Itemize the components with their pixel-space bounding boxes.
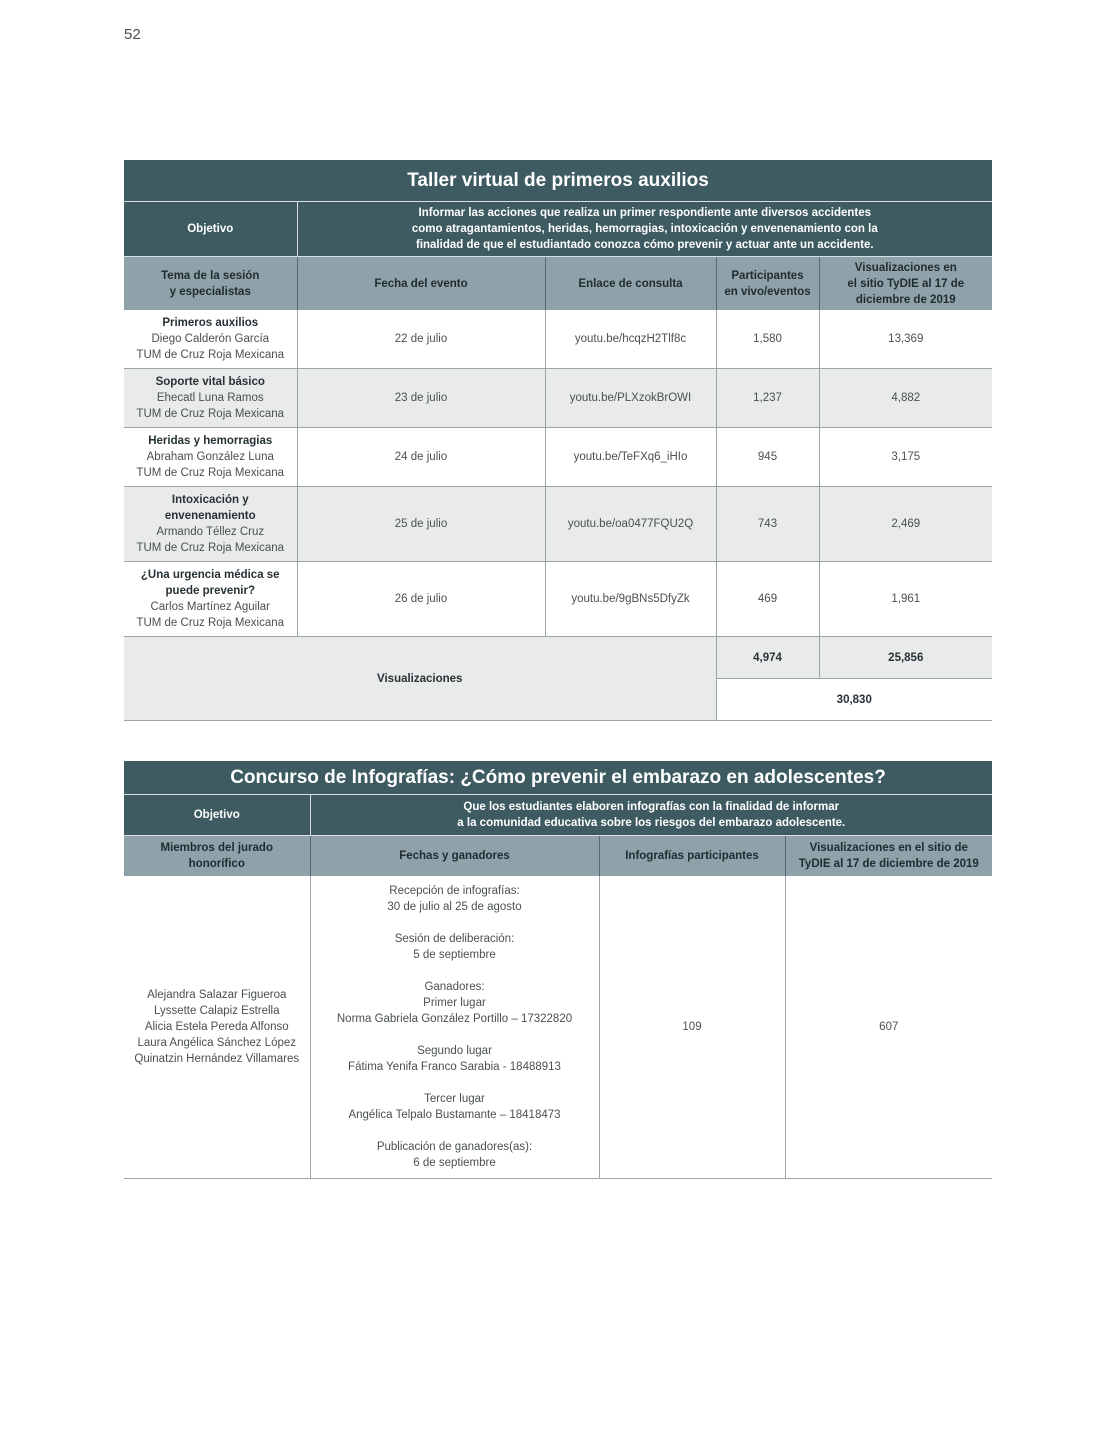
table-row — [124, 562, 992, 637]
winners-publication — [315, 1139, 595, 1171]
col-header-views — [785, 836, 992, 877]
col-header-live — [716, 257, 819, 311]
header-line: TyDIE al 17 de diciembre de 2019 — [798, 858, 979, 870]
infographic-contest-table — [124, 761, 992, 1179]
table1-title: Taller virtual de primeros auxilios — [124, 160, 992, 202]
session-topic-cell — [124, 562, 297, 637]
site-views: 1,961 — [819, 562, 992, 637]
session-topic: Heridas y hemorragias — [148, 435, 273, 447]
specialist-org: TUM de Cruz Roja Mexicana — [136, 542, 285, 554]
jury-member: Alicia Estela Pereda Alfonso — [144, 1021, 289, 1033]
table-row — [124, 876, 992, 1179]
table-row — [124, 487, 992, 562]
objective-line: Informar las acciones que realiza un primer respondiente ante diversos accidentes — [418, 207, 872, 219]
specialist-name: Diego Calderón García — [151, 333, 270, 345]
objective-line: a la comunidad educativa sobre los riesgos del embarazo adolescente. — [457, 817, 846, 829]
text-line: Fátima Yenifa Franco Sarabia - 18488913 — [348, 1061, 561, 1073]
video-link[interactable]: youtu.be/oa0477FQU2Q — [545, 487, 716, 562]
deliberation-session — [315, 931, 595, 963]
table2-objective-label: Objetivo — [124, 795, 310, 836]
text-line: Ganadores: — [424, 981, 485, 993]
video-link[interactable]: youtu.be/9gBNs5DfyZk — [545, 562, 716, 637]
table-row — [124, 369, 992, 428]
live-participants: 1,580 — [716, 310, 819, 369]
text-line: Publicación de ganadores(as): — [376, 1141, 533, 1153]
live-participants: 945 — [716, 428, 819, 487]
second-place — [315, 1043, 595, 1075]
table1-objective-label: Objetivo — [124, 202, 297, 257]
specialist-name: Abraham González Luna — [146, 451, 274, 463]
total-site-views: 25,856 — [819, 637, 992, 679]
header-line: el sitio TyDIE al 17 de — [847, 277, 965, 290]
event-date: 25 de julio — [297, 487, 545, 562]
header-line: Participantes — [731, 269, 804, 282]
event-date: 22 de julio — [297, 310, 545, 369]
col-header-infographics — [599, 836, 785, 877]
col-header-date — [297, 257, 545, 311]
header-line: diciembre de 2019 — [855, 293, 956, 306]
total-live-participants: 4,974 — [716, 637, 819, 679]
live-participants: 743 — [716, 487, 819, 562]
table1-objective-text — [297, 202, 992, 257]
text-line: Segundo lugar — [417, 1045, 492, 1057]
totals-label: Visualizaciones — [124, 637, 716, 721]
col-header-link — [545, 257, 716, 311]
session-topic: envenenamiento — [164, 510, 256, 522]
site-views: 13,369 — [819, 310, 992, 369]
col-header-views — [819, 257, 992, 311]
text-line: Tercer lugar — [424, 1093, 485, 1105]
totals-row — [124, 637, 992, 679]
col-header-jury — [124, 836, 310, 877]
text-line: Primer lugar — [423, 997, 486, 1009]
third-place — [315, 1091, 595, 1123]
specialist-name: Armando Téllez Cruz — [156, 526, 265, 538]
header-line: Infografías participantes — [625, 850, 759, 862]
table-row — [124, 428, 992, 487]
event-date: 24 de julio — [297, 428, 545, 487]
col-header-topic — [124, 257, 297, 311]
specialist-org: TUM de Cruz Roja Mexicana — [136, 617, 285, 629]
infographics-count: 109 — [599, 876, 785, 1179]
header-line: Miembros del jurado — [160, 842, 273, 854]
event-date: 26 de julio — [297, 562, 545, 637]
live-participants: 469 — [716, 562, 819, 637]
video-link[interactable]: youtu.be/TeFXq6_iHIo — [545, 428, 716, 487]
site-views: 607 — [785, 876, 992, 1179]
table2-header-row — [124, 836, 992, 877]
text-line: 30 de julio al 25 de agosto — [387, 901, 522, 913]
jury-member: Quinatzin Hernández Villamares — [134, 1053, 300, 1065]
jury-members — [124, 876, 310, 1179]
text-line: Recepción de infografías: — [389, 885, 520, 897]
session-topic: puede prevenir? — [165, 585, 255, 597]
session-topic: Primeros auxilios — [162, 317, 259, 329]
header-line: Fecha del evento — [374, 277, 468, 290]
session-topic: Intoxicación y — [171, 494, 249, 506]
session-topic-cell — [124, 428, 297, 487]
dates-and-winners — [310, 876, 599, 1179]
objective-line: Que los estudiantes elaboren infografías con la finalidad de informar — [463, 801, 840, 813]
video-link[interactable]: youtu.be/hcqzH2Tlf8c — [545, 310, 716, 369]
first-aid-workshop-table — [124, 160, 992, 721]
text-line: 5 de septiembre — [413, 949, 496, 961]
table-row — [124, 310, 992, 369]
specialist-name: Ehecatl Luna Ramos — [156, 392, 264, 404]
site-views: 4,882 — [819, 369, 992, 428]
site-views: 2,469 — [819, 487, 992, 562]
event-date: 23 de julio — [297, 369, 545, 428]
video-link[interactable]: youtu.be/PLXzokBrOWI — [545, 369, 716, 428]
objective-line: finalidad de que el estudiantado conozca cómo prevenir y actuar ante un accidente. — [415, 239, 874, 251]
header-line: en vivo/eventos — [724, 285, 811, 298]
session-topic-cell — [124, 310, 297, 369]
header-line: y especialistas — [169, 285, 251, 298]
live-participants: 1,237 — [716, 369, 819, 428]
session-topic: Soporte vital básico — [155, 376, 265, 388]
session-topic: ¿Una urgencia médica se — [140, 569, 280, 581]
first-place — [315, 979, 595, 1027]
grand-total: 30,830 — [716, 679, 992, 721]
text-line: 6 de septiembre — [413, 1157, 496, 1169]
jury-member: Alejandra Salazar Figueroa — [147, 989, 287, 1001]
session-topic-cell — [124, 369, 297, 428]
col-header-dates — [310, 836, 599, 877]
specialist-name: Carlos Martínez Aguilar — [150, 601, 271, 613]
jury-member: Lyssette Calapiz Estrella — [154, 1005, 280, 1017]
jury-member: Laura Angélica Sánchez López — [137, 1037, 297, 1049]
text-line: Sesión de deliberación: — [394, 933, 515, 945]
header-line: honorífico — [188, 858, 245, 870]
header-line: Visualizaciones en el sitio de — [809, 842, 968, 854]
reception-dates — [315, 883, 595, 915]
header-line: Fechas y ganadores — [399, 850, 510, 862]
text-line: Norma Gabriela González Portillo – 17322820 — [336, 1013, 573, 1025]
text-line: Angélica Telpalo Bustamante – 18418473 — [348, 1109, 561, 1121]
session-topic-cell — [124, 487, 297, 562]
page-number: 52 — [124, 26, 141, 43]
specialist-org: TUM de Cruz Roja Mexicana — [136, 467, 285, 479]
table2-objective-text — [310, 795, 992, 836]
header-line: Tema de la sesión — [161, 269, 260, 282]
site-views: 3,175 — [819, 428, 992, 487]
table1-header-row — [124, 257, 992, 311]
table2-title: Concurso de Infografías: ¿Cómo prevenir el embarazo en adolescentes? — [124, 761, 992, 795]
header-line: Enlace de consulta — [578, 277, 683, 290]
specialist-org: TUM de Cruz Roja Mexicana — [136, 349, 285, 361]
specialist-org: TUM de Cruz Roja Mexicana — [136, 408, 285, 420]
objective-line: como atragantamientos, heridas, hemorragias, intoxicación y envenenamiento con la — [411, 223, 878, 235]
header-line: Visualizaciones en — [854, 261, 957, 274]
